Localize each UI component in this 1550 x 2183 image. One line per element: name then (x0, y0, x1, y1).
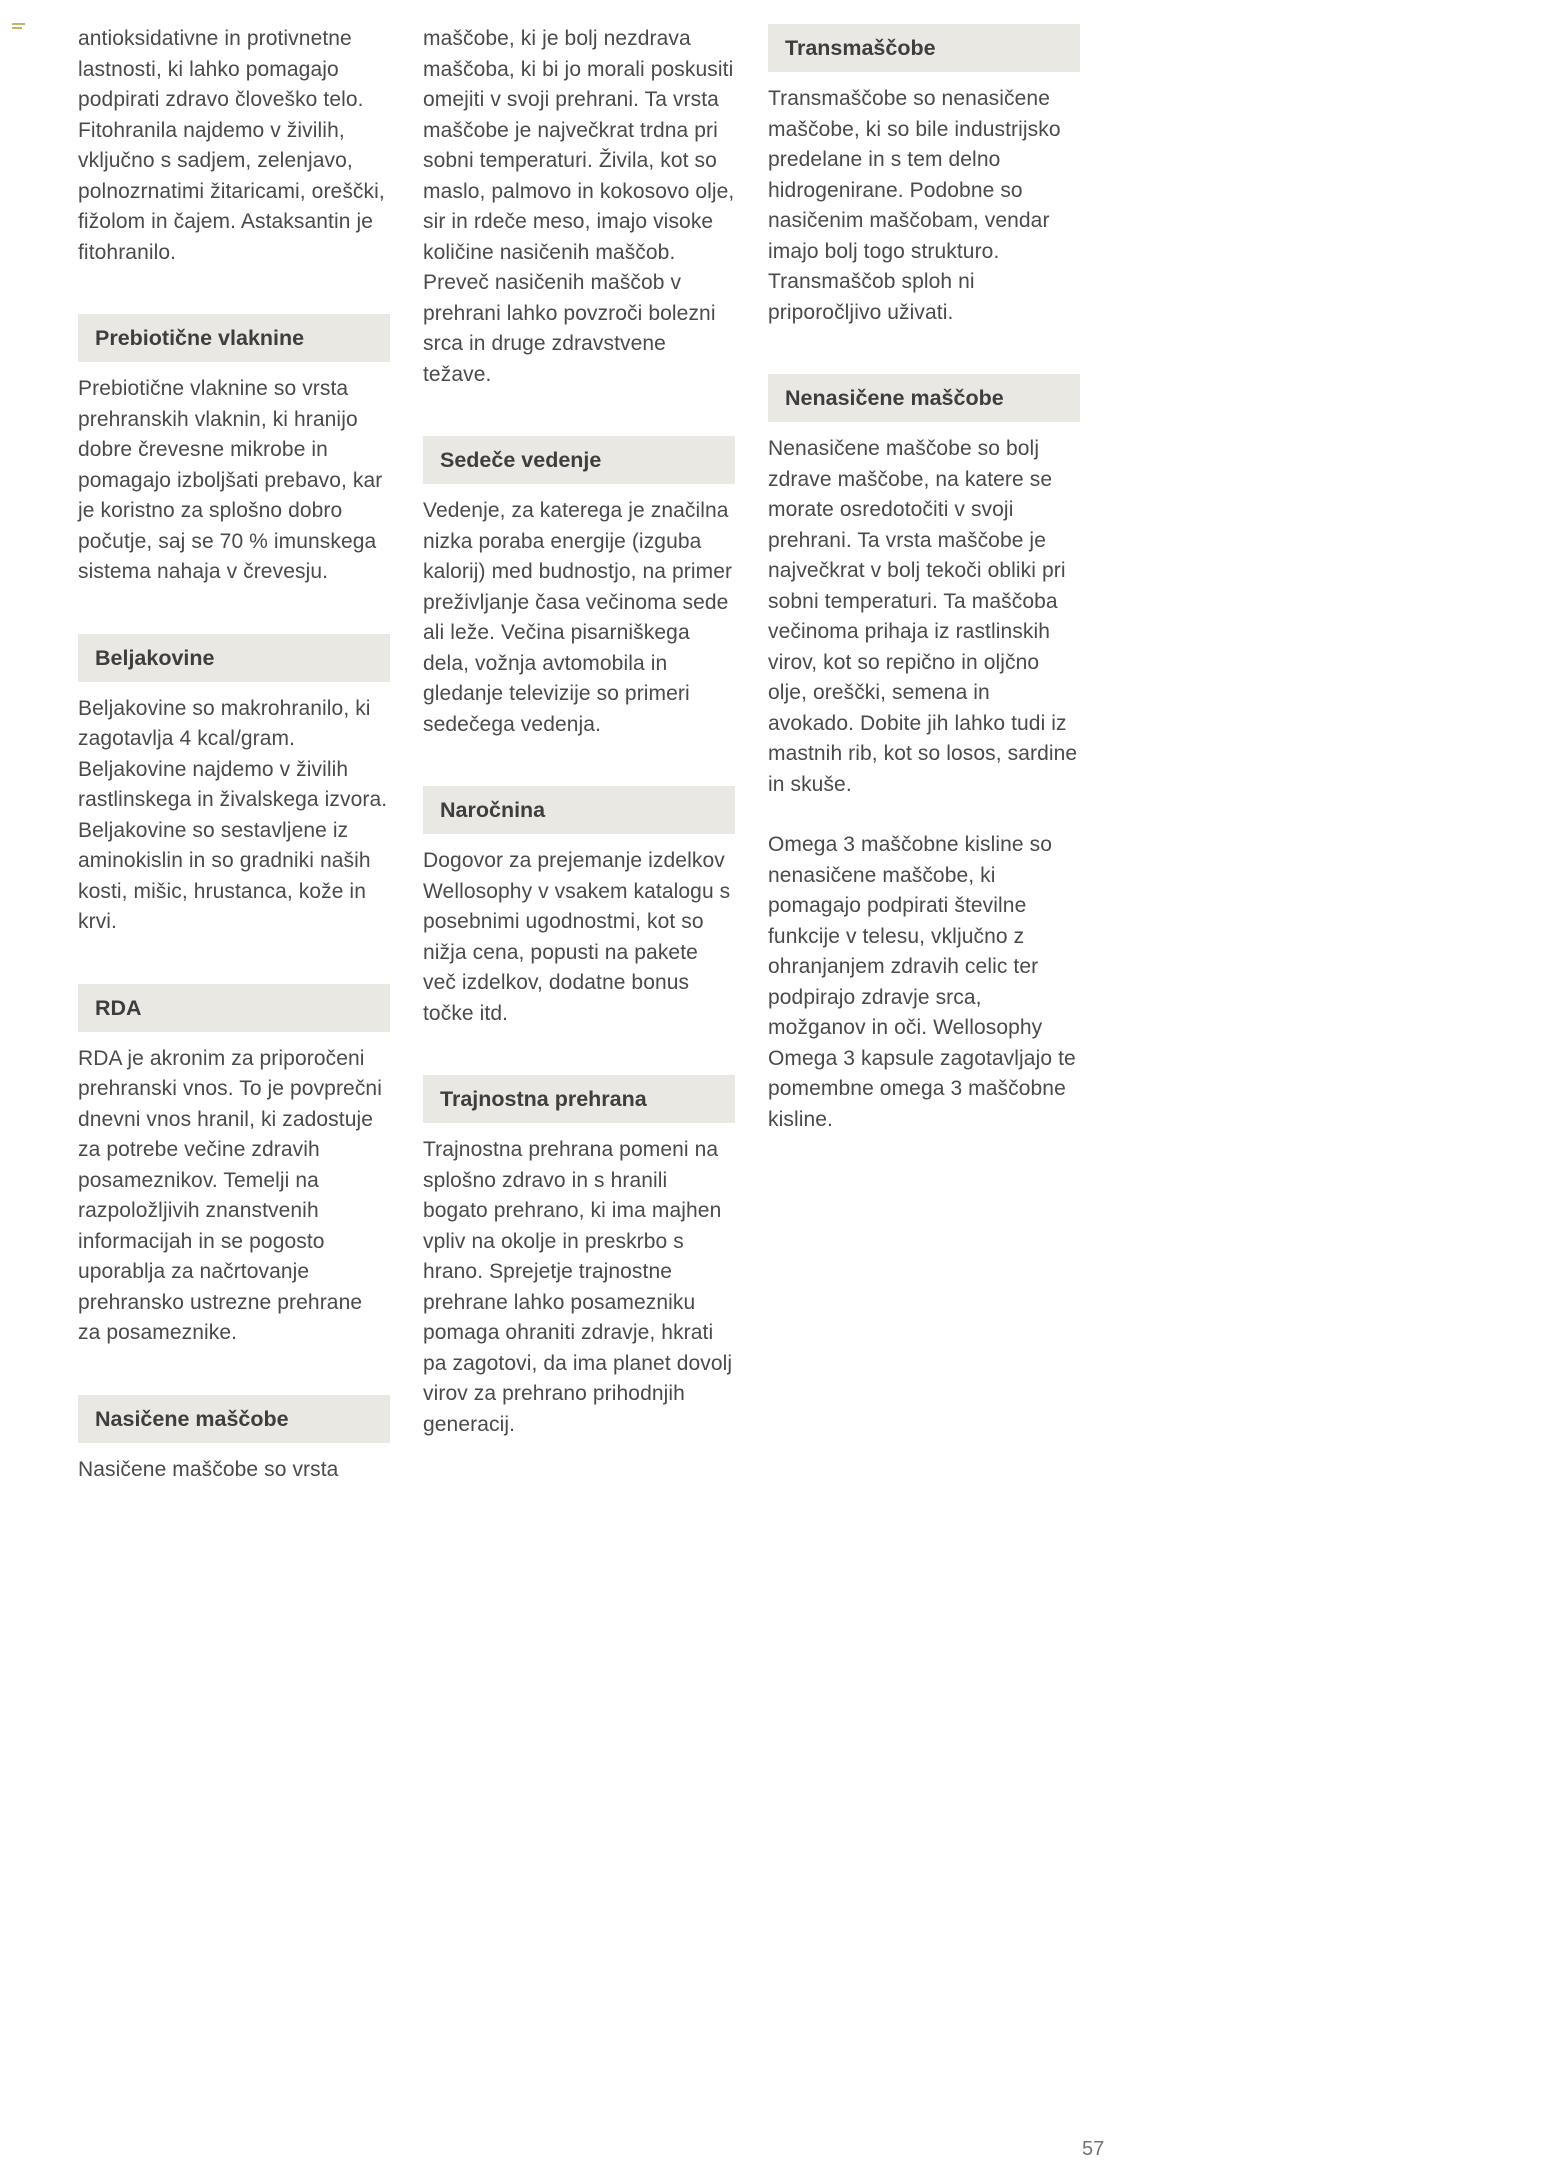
glossary-paragraph-transmascobe: Transmaščobe so nenasičene maščobe, ki so bile industrijsko predelane in s tem delno hidrogenirane. Podobne so nasičenim maščobam, vendar imajo bolj togo strukturo. Transmaščob sploh ni priporočljivo uživati. (768, 87, 1061, 324)
heading-prebioticne-vlaknine: Prebiotične vlaknine (78, 314, 390, 362)
glossary-paragraph-nenasicene-mascobe: Nenasičene maščobe so bolj zdrave maščobe, na katere se morate osredotočiti v svoji prehrani. Ta vrsta maščobe je največkrat v bolj tekoči obliki pri sobni temperaturi. Ta maščoba večinoma prihaja iz rastlinskih virov, kot so repično in oljčno olje, oreščki, semena in avokado. Dobite jih lahko tudi iz mastnih rib, kot so losos, sardine in skuše. (768, 437, 1078, 796)
glossary-paragraph-trajnostna-prehrana: Trajnostna prehrana pomeni na splošno zdravo in s hranili bogato prehrano, ki ima majhen vpliv na okolje in preskrbo s hrano. Sprejetje trajnostne prehrane lahko posamezniku pomaga ohraniti zdravje, hkrati pa zagotovi, da ima planet dovolj virov za prehrano prihodnjih generacij. (423, 1138, 733, 1436)
heading-beljakovine: Beljakovine (78, 634, 390, 682)
glossary-paragraph-nasicene-mascobe-continued: maščobe, ki je bolj nezdrava maščoba, ki bi jo morali poskusiti omejiti v svoji prehrani. Ta vrsta maščobe je največkrat trdna pri sobni temperaturi. Živila, kot so maslo, palmovo in kokosovo olje, sir in rdeče meso, imajo visoke količine nasičenih maščob. Preveč nasičenih maščob v prehrani lahko povzroči bolezni srca in druge zdravstvene težave. (423, 27, 735, 386)
heading-nasicene-mascobe: Nasičene maščobe (78, 1395, 390, 1443)
heading-trajnostna-prehrana: Trajnostna prehrana (423, 1075, 735, 1123)
glossary-column-2 (423, 24, 735, 1485)
glossary-paragraph-phytonutrients-continued: antioksidativne in protivnetne lastnosti, ki lahko pomagajo podpirati zdravo človeško telo. Fitohranila najdemo v živilih, vključno s sadjem, zelenjavo, polnozrnatimi žitaricami, oreščki, fižolom in čajem. Astaksantin je fitohranilo. (78, 27, 385, 264)
glossary-paragraph-nasicene-mascobe: Nasičene maščobe so vrsta (78, 1457, 339, 1481)
glossary-paragraph-narocnina: Dogovor za prejemanje izdelkov Wellosophy v vsakem katalogu s posebnimi ugodnostmi, kot so nižja cena, popusti na pakete več izdelkov, dodatne bonus točke itd. (423, 849, 731, 1025)
glossary-paragraph-prebioticne-vlaknine: Prebiotične vlaknine so vrsta prehranskih vlaknin, ki hranijo dobre črevesne mikrobe in pomagajo izboljšati prebavo, kar je koristno za splošno dobro počutje, saj se 70 % imunskega sistema nahaja v črevesju. (78, 377, 383, 583)
corner-mark-icon (12, 23, 25, 32)
heading-rda: RDA (78, 984, 390, 1032)
heading-narocnina: Naročnina (423, 786, 735, 834)
glossary-paragraph-sedece-vedenje: Vedenje, za katerega je značilna nizka poraba energije (izguba kalorij) med budnostjo, na primer preživljanje časa večinoma sede ali leže. Večina pisarniškega dela, vožnja avtomobila in gledanje televizije so primeri sedečega vedenja. (423, 499, 733, 736)
heading-nenasicene-mascobe: Nenasičene maščobe (768, 374, 1080, 422)
heading-transmascobe: Transmaščobe (768, 24, 1080, 72)
glossary-paragraph-omega-3: Omega 3 maščobne kisline so nenasičene maščobe, ki pomagajo podpirati številne funkcije v telesu, vključno z ohranjanjem zdravih celic ter podpirajo zdravje srca, možganov in oči. Wellosophy Omega 3 kapsule zagotavljajo te pomembne omega 3 maščobne kisline. (768, 833, 1076, 1131)
glossary-column-1 (78, 24, 390, 1485)
page-number: 57 (1082, 2138, 1105, 2160)
heading-sedece-vedenje: Sedeče vedenje (423, 436, 735, 484)
glossary-content (78, 24, 1080, 1485)
glossary-paragraph-rda: RDA je akronim za priporočeni prehranski vnos. To je povprečni dnevni vnos hranil, ki zadostuje za potrebe večine zdravih posameznikov. Temelji na razpoložljivih znanstvenih informacijah in se pogosto uporablja za načrtovanje prehransko ustrezne prehrane za posameznike. (78, 1046, 382, 1344)
glossary-paragraph-beljakovine: Beljakovine so makrohranilo, ki zagotavlja 4 kcal/gram. Beljakovine najdemo v živilih rastlinskega in živalskega izvora. Beljakovine so sestavljene iz aminokislin in so gradniki naših kosti, mišic, hrustanca, kože in krvi. (78, 696, 388, 933)
glossary-column-3 (768, 24, 1080, 1485)
